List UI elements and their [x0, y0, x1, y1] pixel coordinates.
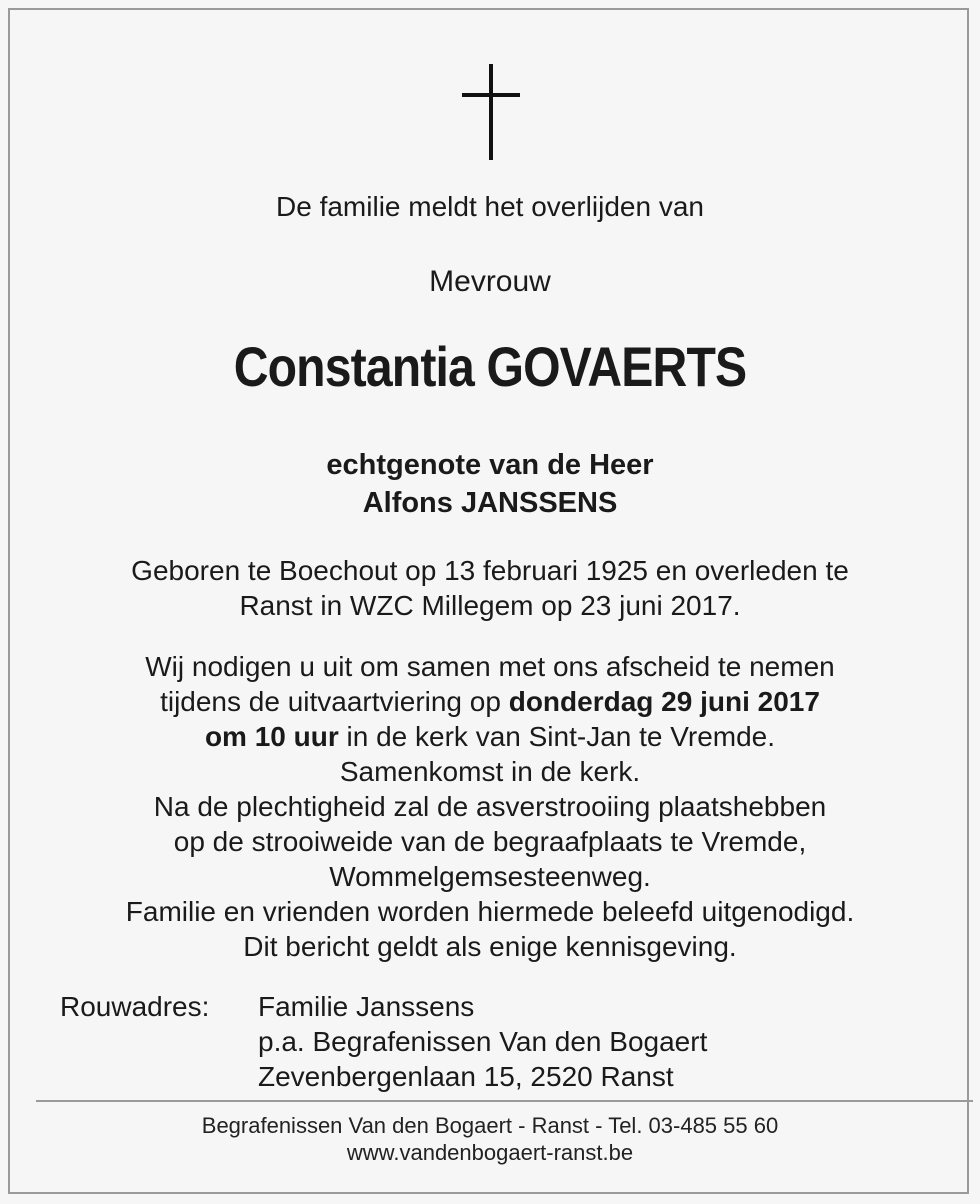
- cross-icon: [462, 64, 520, 160]
- deceased-name: Constantia GOVAERTS: [233, 335, 747, 398]
- invitation-line-7: Wommelgemsesteenweg.: [329, 861, 651, 892]
- invitation-line-2-prefix: tijdens de uitvaartviering op: [160, 686, 509, 717]
- footer-company: Begrafenissen Van den Bogaert - Ranst - Tel. 03-485 55 60: [201, 1113, 779, 1138]
- honorific-title: Mevrouw: [429, 265, 551, 298]
- invitation-line-1: Wij nodigen u uit om samen met ons afscheid te nemen: [145, 651, 835, 682]
- footer-divider: [36, 1100, 973, 1102]
- address-label: Rouwadres:: [60, 991, 210, 1022]
- invitation-line-8: Familie en vrienden worden hiermede beleefd uitgenodigd.: [125, 896, 855, 927]
- address-line-3: Zevenbergenlaan 15, 2520 Ranst: [258, 1061, 674, 1092]
- spouse-name: Alfons JANSSENS: [362, 487, 618, 519]
- spouse-line-1: echtgenote van de Heer: [326, 449, 654, 481]
- invitation-line-2: [0, 684, 980, 719]
- invitation-line-4: Samenkomst in de kerk.: [339, 756, 641, 787]
- invitation-line-3: [0, 719, 980, 754]
- intro-text: De familie meldt het overlijden van: [276, 191, 704, 222]
- address-line-1: Familie Janssens: [258, 991, 475, 1022]
- invitation-line-5: Na de plechtigheid zal de asverstrooiing plaatshebben: [153, 791, 827, 822]
- invitation-line-3-suffix: in de kerk van Sint-Jan te Vremde.: [338, 721, 776, 752]
- invitation-line-6: op de strooiweide van de begraafplaats te Vremde,: [173, 826, 807, 857]
- address-line-2: p.a. Begrafenissen Van den Bogaert: [258, 1026, 708, 1057]
- invitation-line-9: Dit bericht geldt als enige kennisgeving.: [243, 931, 737, 962]
- footer-website: www.vandenbogaert-ranst.be: [346, 1140, 634, 1165]
- funeral-date: donderdag 29 juni 2017: [508, 686, 820, 717]
- funeral-time: om 10 uur: [204, 721, 339, 752]
- birth-line-2: Ranst in WZC Millegem op 23 juni 2017.: [239, 590, 741, 621]
- birth-line-1: Geboren te Boechout op 13 februari 1925 en overleden te: [131, 555, 849, 586]
